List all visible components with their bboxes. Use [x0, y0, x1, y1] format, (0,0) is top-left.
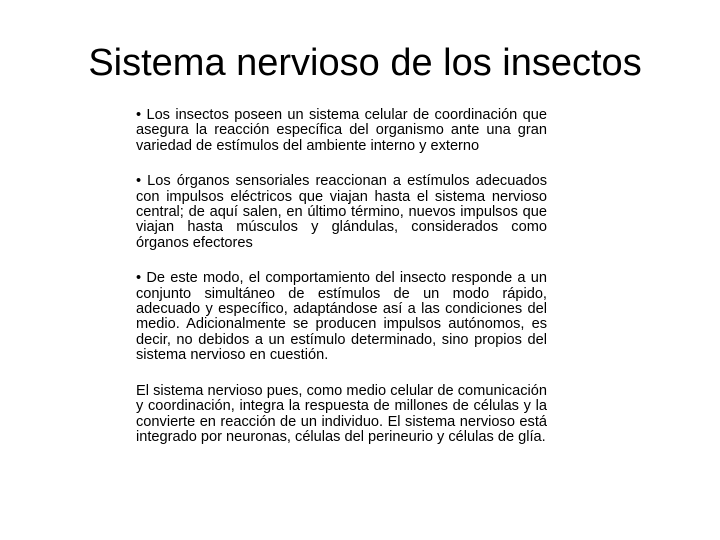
paragraph-1: • Los insectos poseen un sistema celular de coordinación que asegura la reacción específica del organismo ante una gran variedad de estímulos del ambiente interno y externo: [136, 107, 547, 154]
paragraph-3: • De este modo, el comportamiento del insecto responde a un conjunto simultáneo de estímulos de un modo rápido, adecuado y específico, adaptándose así a las condiciones del medio. Adicionalmente se producen impulsos autónomos, es decir, no debidos a un estímulo determinado, sino propios del sistema nervioso en cuestión.: [136, 270, 547, 364]
paragraph-2: • Los órganos sensoriales reaccionan a estímulos adecuados con impulsos eléctricos que viajan hasta el sistema nervioso central; de aquí salen, en último término, nuevos impulsos que viajan hasta músculos y glándulas, considerados como órganos efectores: [136, 173, 547, 251]
paragraph-4: El sistema nervioso pues, como medio celular de comunicación y coordinación, integra la respuesta de millones de células y la convierte en reacción de un individuo. El sistema nervioso está integrado por neuronas, células del perineurio y células de glía.: [136, 382, 547, 445]
slide-title: Sistema nervioso de los insectos: [88, 42, 642, 84]
slide-body: [136, 108, 547, 465]
